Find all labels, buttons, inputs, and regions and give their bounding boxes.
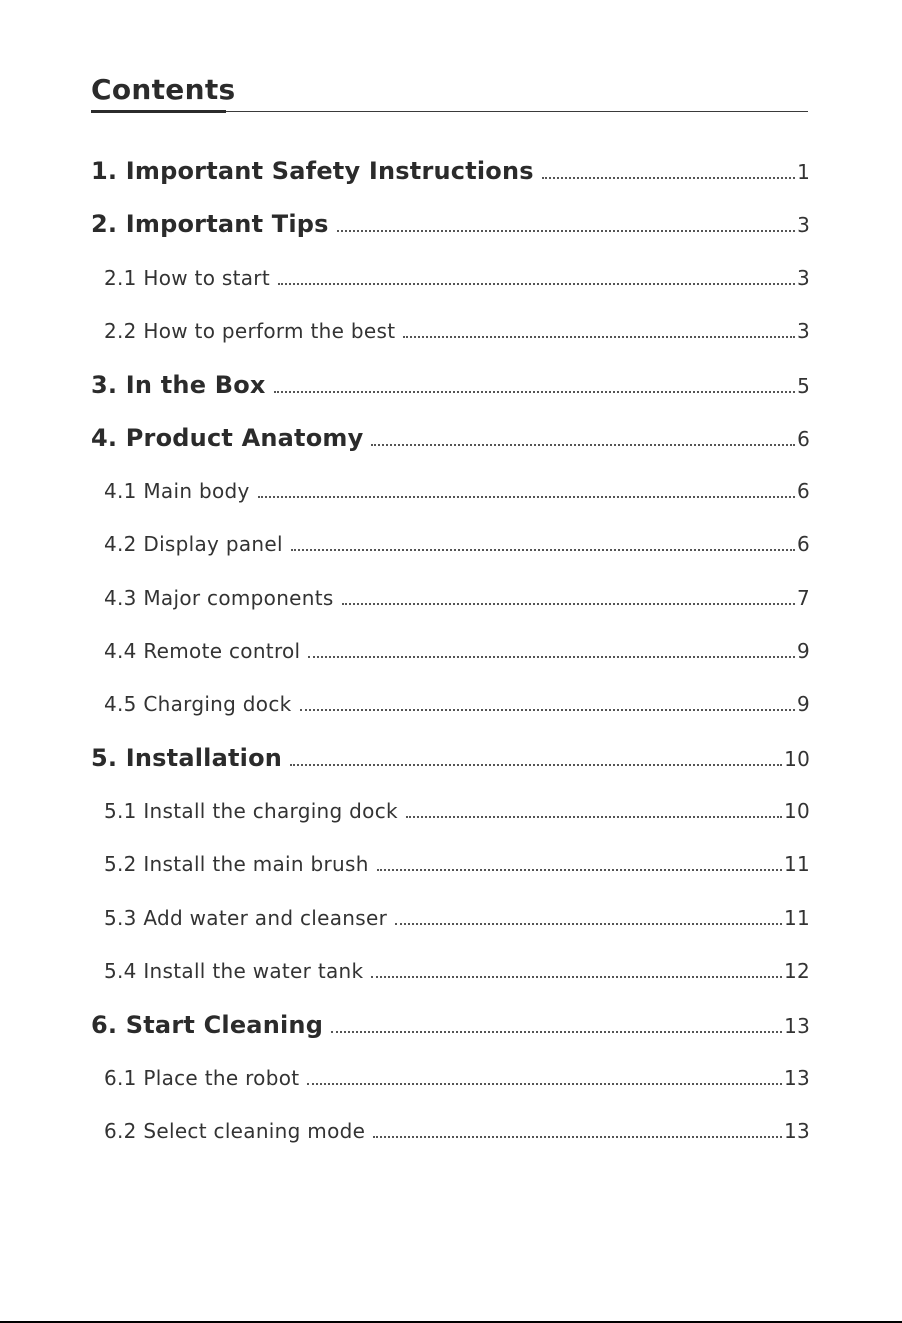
- toc-page-number: 3: [797, 213, 810, 237]
- toc-entry-label: 2.1 How to start: [104, 266, 270, 290]
- toc-entry-2[interactable]: [91, 210, 810, 244]
- dot-leader: [542, 177, 795, 179]
- toc-entry-2-1[interactable]: [104, 266, 810, 300]
- toc-entry-4-4[interactable]: [104, 639, 810, 673]
- dot-leader: [278, 283, 795, 285]
- dot-leader: [371, 444, 795, 446]
- toc-entry-label: 4.4 Remote control: [104, 639, 301, 663]
- toc-entry-6[interactable]: [91, 1011, 810, 1045]
- toc-page-number: 10: [784, 747, 810, 771]
- toc-page-number: 11: [783, 906, 810, 930]
- toc-entry-label: 5.3 Add water and cleanser: [104, 906, 388, 930]
- toc-page-number: 3: [796, 266, 810, 290]
- dot-leader: [290, 764, 782, 766]
- dot-leader: [373, 1136, 782, 1138]
- toc-entry-label: 4.1 Main body: [104, 479, 250, 503]
- dot-leader: [371, 976, 782, 978]
- toc-page-number: 3: [796, 319, 810, 343]
- toc-entry-5[interactable]: [91, 744, 810, 778]
- toc-entry-label: 4.2 Display panel: [104, 532, 283, 556]
- dot-leader: [331, 1031, 782, 1033]
- toc-entry-3[interactable]: [91, 371, 810, 405]
- toc-page-number: 7: [796, 586, 810, 610]
- toc-entry-label: 2. Important Tips: [91, 210, 329, 238]
- toc-page-number: 13: [783, 1119, 810, 1143]
- toc-page-number: 13: [784, 1014, 810, 1038]
- toc-entry-label: 6.1 Place the robot: [104, 1066, 300, 1090]
- toc-entry-6-1[interactable]: [104, 1066, 810, 1100]
- toc-page-number: 6: [796, 479, 810, 503]
- toc-page-number: 11: [783, 852, 810, 876]
- toc-page-number: 9: [796, 692, 810, 716]
- dot-leader: [300, 709, 795, 711]
- toc-entry-5-3[interactable]: [104, 906, 810, 940]
- toc-entry-5-1[interactable]: [104, 799, 810, 833]
- toc-page-number: 13: [783, 1066, 810, 1090]
- dot-leader: [274, 391, 795, 393]
- toc-entry-label: 6. Start Cleaning: [91, 1011, 324, 1039]
- dot-leader: [308, 656, 795, 658]
- toc-entry-label: 5.2 Install the main brush: [104, 852, 369, 876]
- toc-entry-label: 5.4 Install the water tank: [104, 959, 364, 983]
- toc-entry-4[interactable]: [91, 424, 810, 458]
- toc-entry-label: 4.5 Charging dock: [104, 692, 292, 716]
- dot-leader: [395, 923, 782, 925]
- toc-page-number: 5: [797, 374, 810, 398]
- toc-entry-4-3[interactable]: [104, 586, 810, 620]
- dot-leader: [307, 1083, 782, 1085]
- toc-page-number: 6: [797, 427, 810, 451]
- toc-entry-6-2[interactable]: [104, 1119, 810, 1153]
- toc-page-number: 6: [796, 532, 810, 556]
- dot-leader: [258, 496, 795, 498]
- dot-leader: [291, 549, 795, 551]
- toc-page-number: 10: [783, 799, 810, 823]
- toc-entry-label: 3. In the Box: [91, 371, 266, 399]
- toc-entry-4-5[interactable]: [104, 692, 810, 726]
- toc-entry-label: 4.3 Major components: [104, 586, 334, 610]
- page-title: Contents: [91, 73, 236, 106]
- toc-page-number: 12: [783, 959, 810, 983]
- toc-entry-label: 2.2 How to perform the best: [104, 319, 396, 343]
- toc-entry-4-1[interactable]: [104, 479, 810, 513]
- dot-leader: [406, 816, 782, 818]
- toc-entry-5-2[interactable]: [104, 852, 810, 886]
- toc-entry-label: 6.2 Select cleaning mode: [104, 1119, 366, 1143]
- toc-entry-1[interactable]: [91, 157, 810, 191]
- toc-entry-2-2[interactable]: [104, 319, 810, 353]
- dot-leader: [377, 869, 782, 871]
- toc-entry-label: 4. Product Anatomy: [91, 424, 364, 452]
- toc-entry-5-4[interactable]: [104, 959, 810, 993]
- dot-leader: [337, 230, 795, 232]
- toc-entry-label: 5.1 Install the charging dock: [104, 799, 398, 823]
- toc-page-number: 9: [796, 639, 810, 663]
- dot-leader: [342, 603, 795, 605]
- dot-leader: [403, 336, 795, 338]
- toc-page-number: 1: [797, 160, 810, 184]
- toc-entry-label: 5. Installation: [91, 744, 283, 772]
- toc-entry-label: 1. Important Safety Instructions: [91, 157, 534, 185]
- toc-entry-4-2[interactable]: [104, 532, 810, 566]
